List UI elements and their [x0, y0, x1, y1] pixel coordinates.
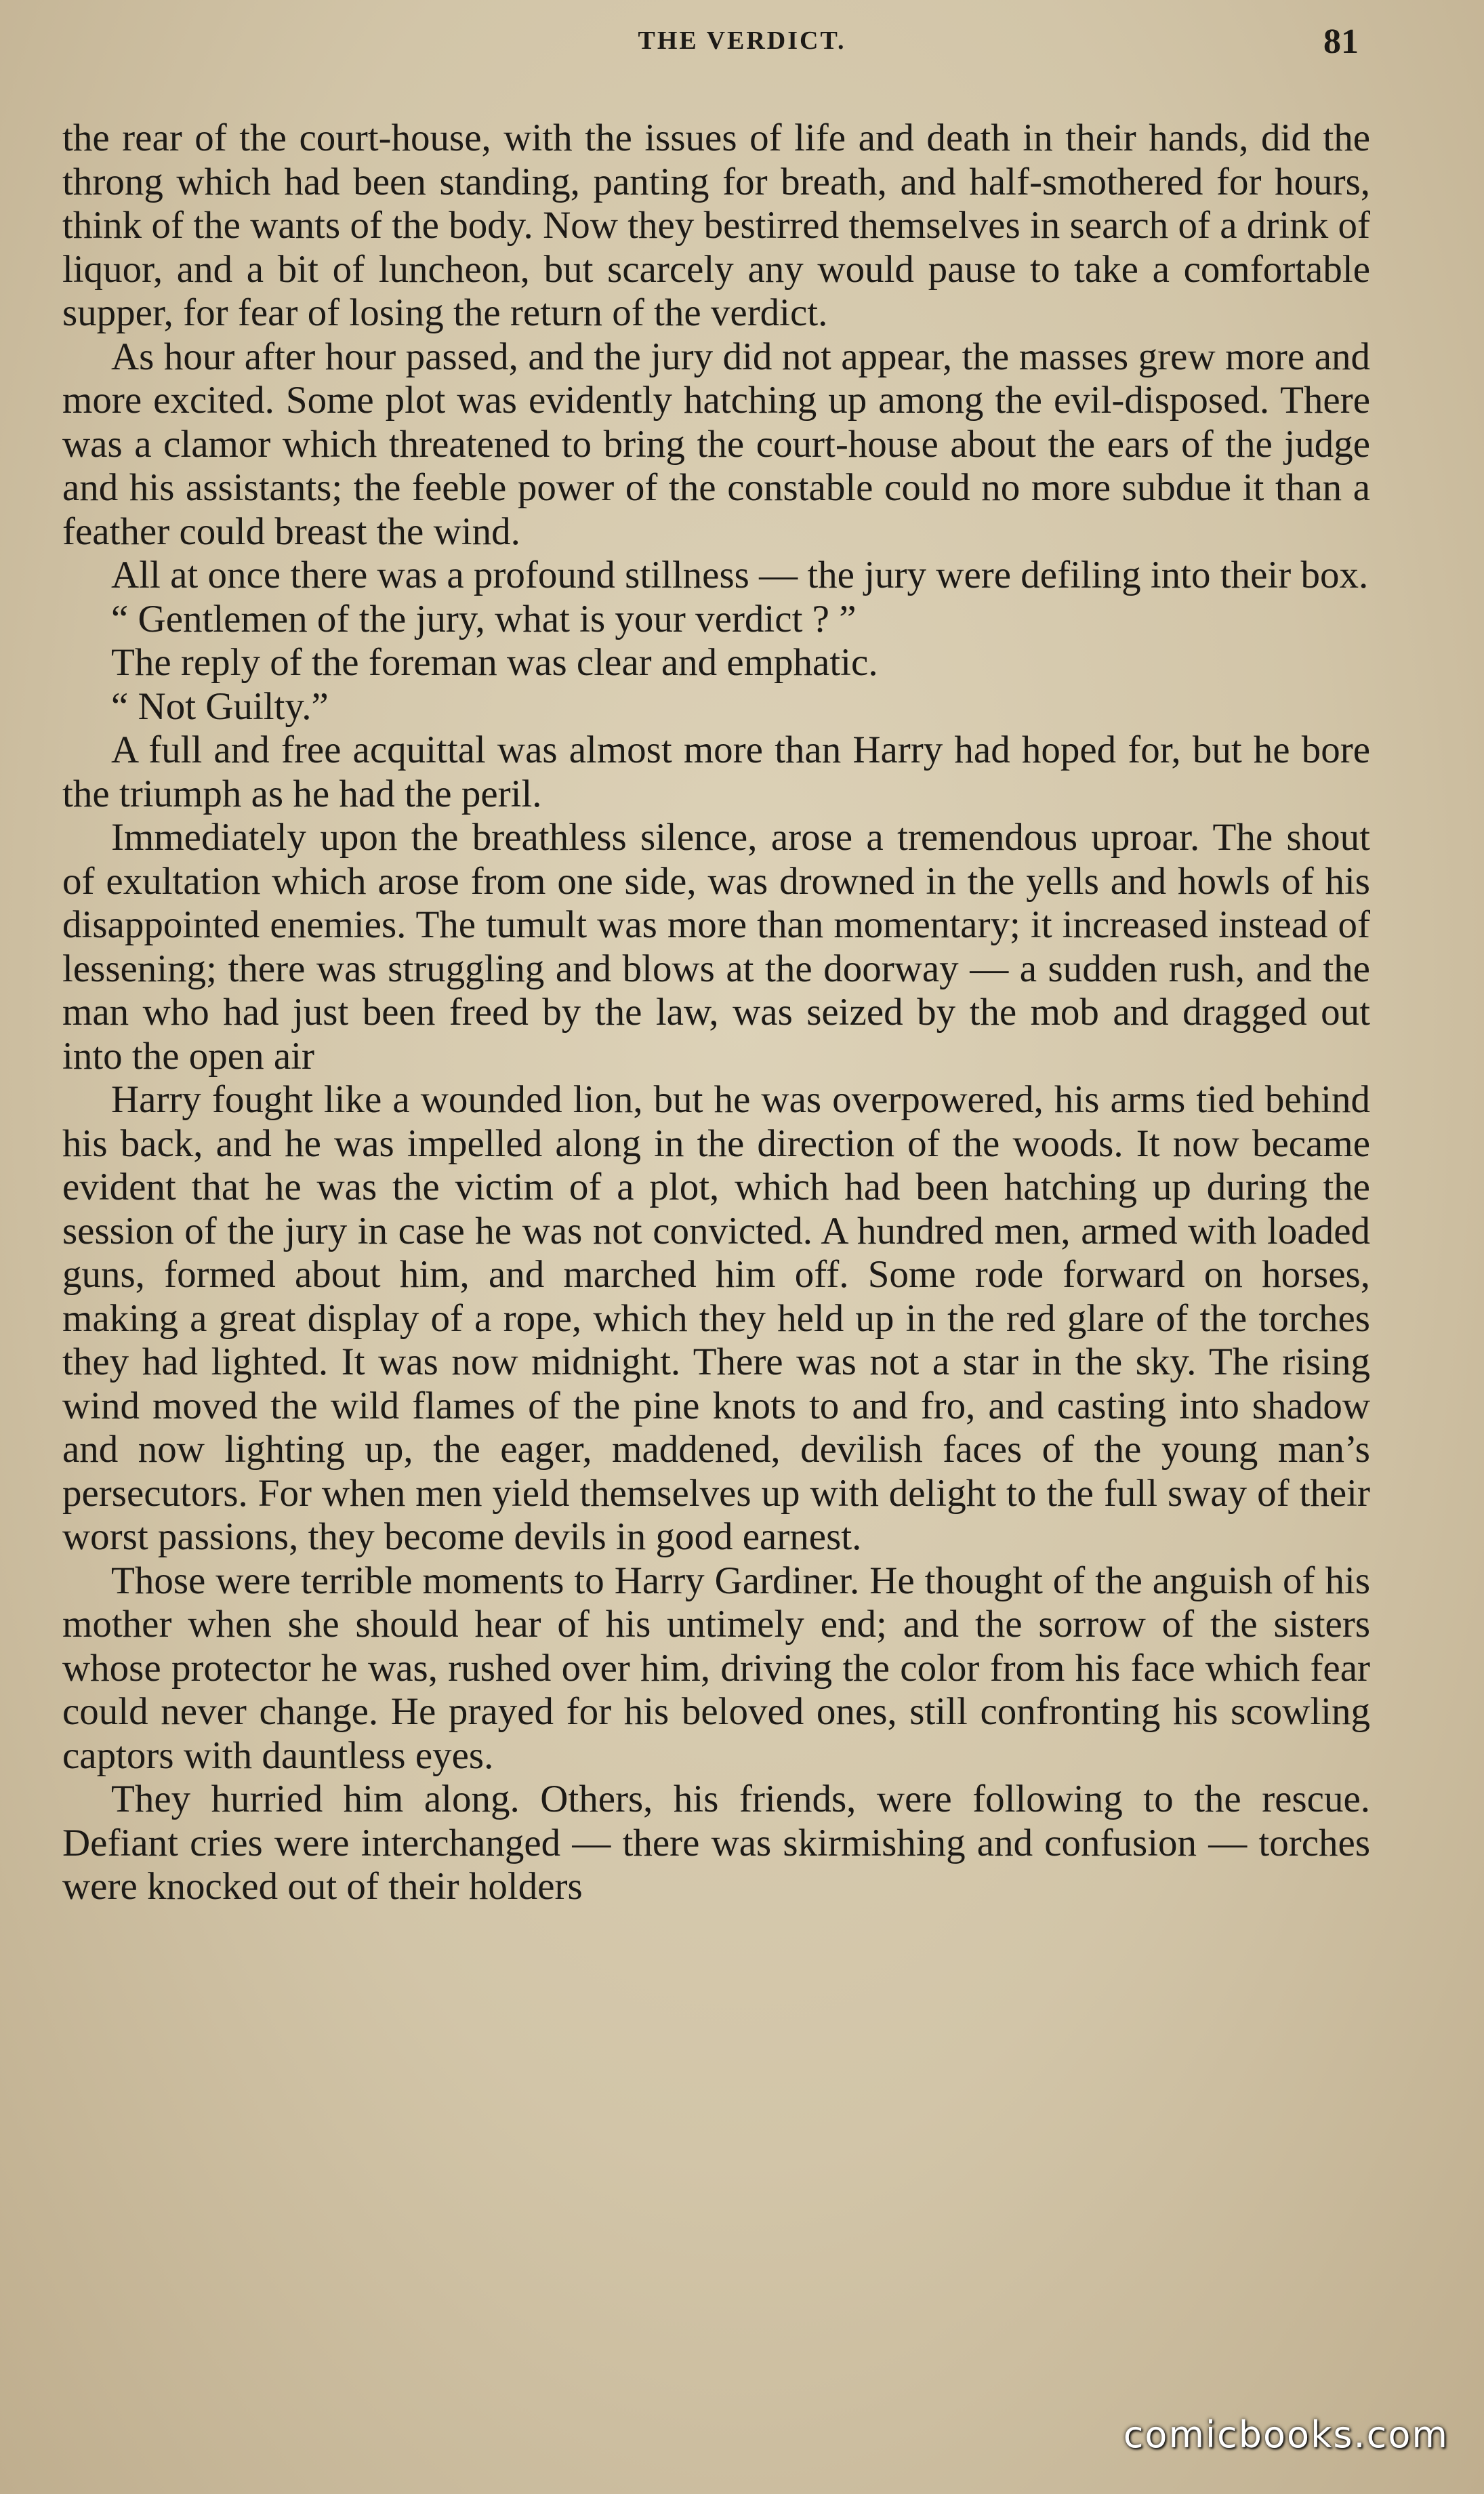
body-text — [62, 117, 1370, 1909]
paragraph: “ Gentlemen of the jury, what is your verdict ? ” — [111, 597, 857, 640]
paragraph: They hurried him along. Others, his friends, were following to the rescue. Defiant cries were interchanged — there was skirmishing and confusion — torches were knocked out of their holders — [62, 1778, 1370, 1908]
paragraph: Those were terrible moments to Harry Gardiner. He thought of the anguish of his mother when she should hear of his untimely end; and the sorrow of the sisters whose protector he was, rushed over him, driving the color from his face which fear could never change. He prayed for his beloved ones, still confronting his scowling captors with dauntless eyes. — [62, 1559, 1370, 1777]
paragraph: The reply of the foreman was clear and emphatic. — [111, 641, 878, 684]
chapter-title: THE VERDICT. — [638, 26, 846, 55]
paragraph: All at once there was a profound stillness — the jury were defiling into their box. — [111, 554, 1369, 596]
paragraph: the rear of the court-house, with the issues of life and death in their hands, did the throng which had been standing, panting for breath, and half-smothered for hours, think of the wants of the body. Now they bestirred themselves in search of a drink of liquor, and a bit of luncheon, but scarcely any would pause to take a comfortable supper, for fear of losing the return of the verdict. — [62, 117, 1370, 334]
running-head — [0, 22, 1484, 66]
paragraph: “ Not Guilty.” — [111, 684, 329, 728]
paragraph: Immediately upon the breathless silence, arose a tremendous uproar. The shout of exultation which arose from one side, was drowned in the yells and howls of his disappointed enemies. The tumult was more than momentary; it increased instead of lessening; there was struggling and blows at the doorway — a sudden rush, and the man who had just been freed by the law, was seized by the mob and dragged out into the open air — [62, 816, 1370, 1078]
page-number: 81 — [1323, 22, 1359, 61]
site-watermark: comicbooks.com — [1123, 2413, 1449, 2456]
paragraph: Harry fought like a wounded lion, but he was overpowered, his arms tied behind his back, and he was impelled along in the direction of the woods. It now became evident that he was the victim of a plot, which had been hatching up during the session of the jury in case he was not convicted. A hundred men, armed with loaded guns, formed about him, and marched him off. Some rode forward on horses, making a great display of a rope, which they held up in the red glare of the torches they had lighted. It was now midnight. There was not a star in the sky. The rising wind moved the wild flames of the pine knots to and fro, and casting into shadow and now lighting up, the eager, maddened, devilish faces of the young man’s persecutors. For when men yield themselves up with delight to the full sway of their worst passions, they become devils in good earnest. — [62, 1078, 1370, 1558]
paragraph: As hour after hour passed, and the jury did not appear, the masses grew more and more excited. Some plot was evidently hatching up among the evil-disposed. There was a clamor which threatened to bring the court-house about the ears of the judge and his assistants; the feeble power of the constable could no more subdue it than a feather could breast the wind. — [62, 335, 1370, 553]
paragraph: A full and free acquittal was almost more than Harry had hoped for, but he bore the triumph as he had the peril. — [62, 729, 1370, 815]
